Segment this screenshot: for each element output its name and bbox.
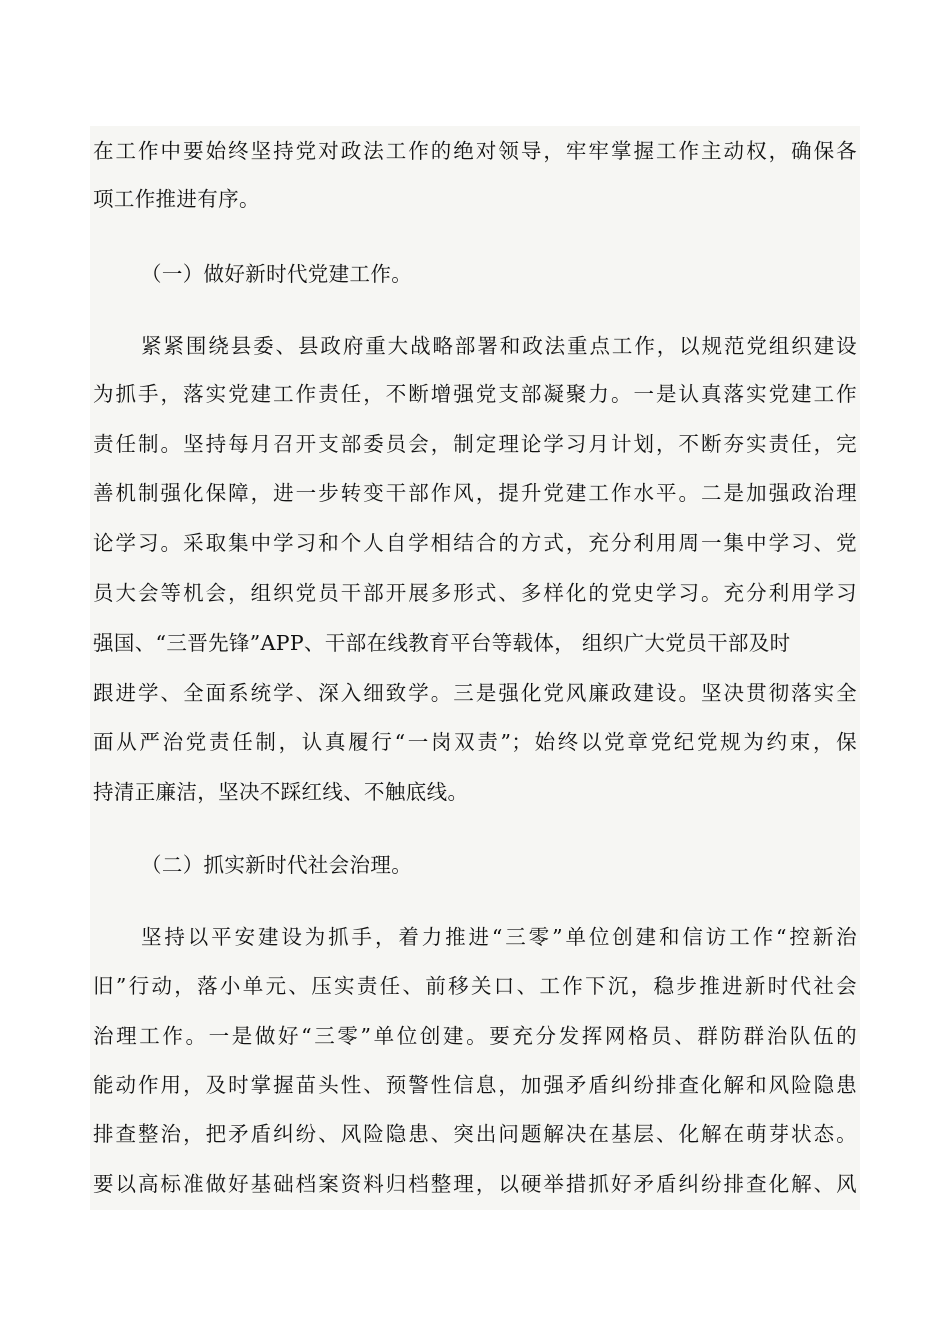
body-text-line: 跟进学、全面系统学、深入细致学。三是强化党风廉政建设。坚决贯彻落实全 (93, 681, 857, 705)
body-text-line: 要以高标准做好基础档案资料归档整理，以硬举措抓好矛盾纠纷排查化解、风 (93, 1172, 857, 1196)
body-text-line: 在工作中要始终坚持党对政法工作的绝对领导，牢牢掌握工作主动权，确保各 (93, 139, 857, 163)
paragraph-first-line: 紧紧围绕县委、县政府重大战略部署和政法重点工作，以规范党组织建设 (141, 334, 857, 358)
body-text-line: 治理工作。一是做好“三零”单位创建。要充分发挥网格员、群防群治队伍的 (93, 1024, 857, 1048)
section-heading: （一）做好新时代党建工作。 (141, 262, 413, 286)
body-text-line: 面从严治党责任制，认真履行“一岗双责”；始终以党章党纪党规为约束，保 (93, 730, 857, 754)
body-text-line: 排查整治，把矛盾纠纷、风险隐患、突出问题解决在基层、化解在萌芽状态。 (93, 1122, 857, 1146)
body-text-line: 项工作推进有序。 (93, 187, 260, 211)
body-text-line: 善机制强化保障，进一步转变干部作风，提升党建工作水平。二是加强政治理 (93, 481, 857, 505)
body-text-line: 持清正廉洁，坚决不踩红线、不触底线。 (93, 780, 469, 804)
body-text-line: 论学习。采取集中学习和个人自学相结合的方式，充分利用周一集中学习、党 (93, 531, 857, 555)
body-text-line: 旧”行动，落小单元、压实责任、前移关口、工作下沉，稳步推进新时代社会 (93, 974, 857, 998)
body-text-line: 为抓手，落实党建工作责任，不断增强党支部凝聚力。一是认真落实党建工作 (93, 382, 857, 406)
section-heading: （二）抓实新时代社会治理。 (141, 853, 413, 877)
body-text-line: 能动作用，及时掌握苗头性、预警性信息，加强矛盾纠纷排查化解和风险隐患 (93, 1073, 857, 1097)
body-text-line: 责任制。坚持每月召开支部委员会，制定理论学习月计划，不断夯实责任，完 (93, 432, 857, 456)
paragraph-first-line: 坚持以平安建设为抓手，着力推进“三零”单位创建和信访工作“控新治 (141, 925, 857, 949)
body-text-line: 员大会等机会，组织党员干部开展多形式、多样化的党史学习。充分利用学习 (93, 581, 857, 605)
body-text-line: 强国、“三晋先锋”APP、干部在线教育平台等载体， 组织广大党员干部及时 (93, 631, 791, 655)
